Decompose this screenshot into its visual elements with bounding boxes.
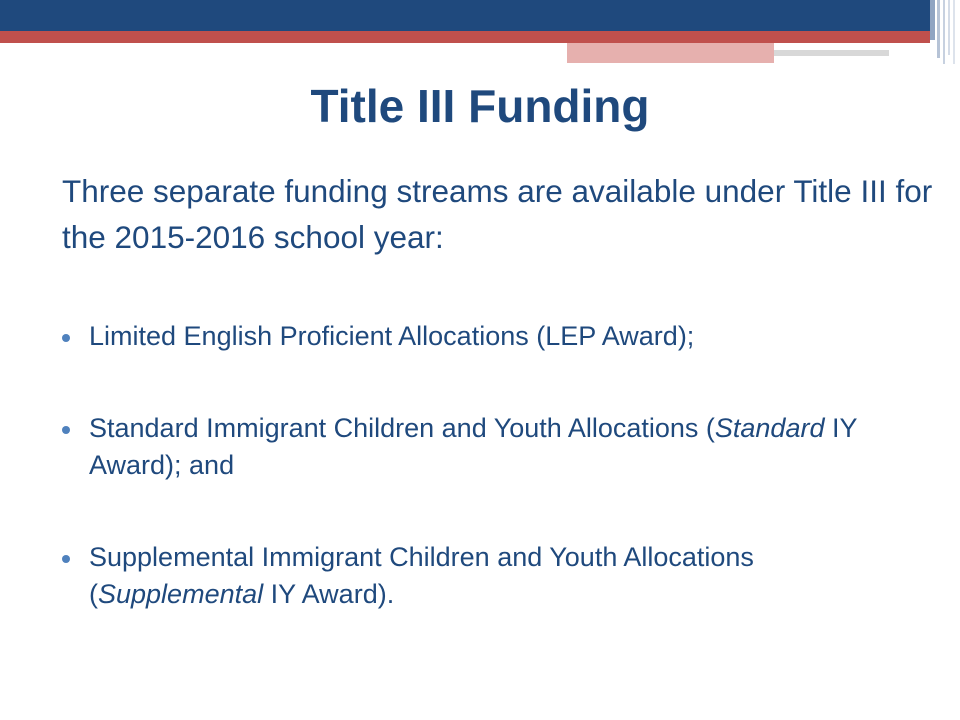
header-pink-bar <box>567 43 774 63</box>
bullet-text: Supplemental Immigrant Children and Youth Allocations ( <box>89 542 754 609</box>
bullet-italic: Supplemental <box>98 579 264 609</box>
header-stripe <box>953 0 955 64</box>
bullet-list <box>62 318 912 668</box>
header-stripe <box>937 0 940 58</box>
header-stripe <box>930 0 935 40</box>
header-gray-bar <box>774 50 889 56</box>
slide-title: Title III Funding <box>310 80 650 132</box>
bullet-italic: Standard <box>714 413 825 443</box>
bullet-text: Standard Immigrant Children and Youth Allocations ( <box>89 413 715 443</box>
bullet-dot-icon <box>62 334 70 342</box>
header-navy-bar <box>0 0 930 31</box>
bullet-dot-icon <box>62 426 70 434</box>
bullet-item-standard <box>62 410 912 484</box>
header-red-bar <box>0 31 930 43</box>
bullet-text-end: IY Award); and <box>89 413 858 480</box>
intro-text: Three separate funding streams are available under Title III for the 2015-2016 school year: <box>62 173 933 255</box>
bullet-text-end: IY Award). <box>263 579 395 609</box>
bullet-dot-icon <box>62 555 70 563</box>
bullet-item-lep <box>62 318 912 355</box>
header-stripe <box>943 0 945 64</box>
header-stripe <box>948 0 950 55</box>
bullet-text: Limited English Proficient Allocations (LEP Award); <box>89 321 695 351</box>
bullet-item-supplemental <box>62 539 912 613</box>
